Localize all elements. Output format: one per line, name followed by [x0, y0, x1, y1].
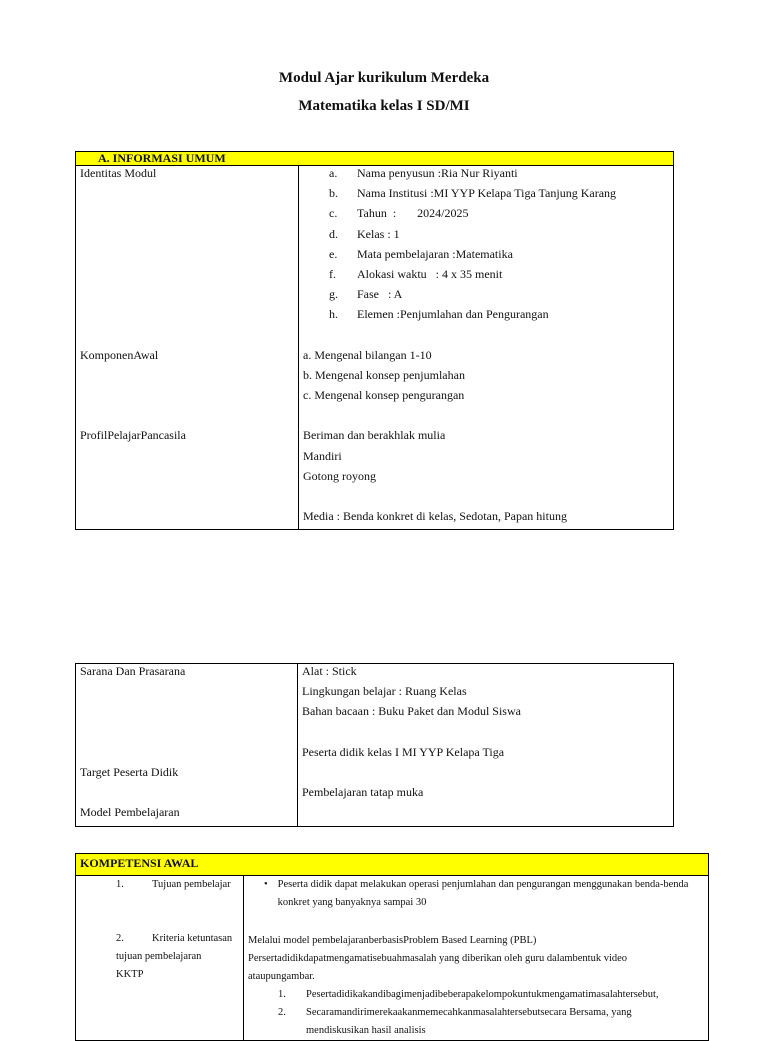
profil-label: ProfilPelajarPancasila [80, 428, 186, 443]
kriteria-item: 2. Secaramandirimerekaakanmemecahkanmasalahtersebutsecara Bersama, yang [278, 1007, 632, 1018]
kriteria-paragraph-3: ataupungambar. [248, 971, 315, 982]
kriteria-item: 1. Pesertadidikakandibagimenjadibeberapakelompokuntukmengamatimasalahtersebut, [278, 989, 659, 1000]
komponen-item: a. Mengenal bilangan 1-10 [303, 347, 432, 362]
profil-item: Beriman dan berakhlak mulia [303, 428, 446, 443]
model-value: Pembelajaran tatap muka [302, 785, 424, 800]
identitas-label: Identitas Modul [80, 166, 157, 180]
document-title: Modul Ajar kurikulum Merdeka [278, 70, 490, 86]
kompetensi-label-column [76, 876, 244, 1041]
informasi-umum-table [75, 151, 674, 530]
identitas-item: h. Elemen :Penjumlahan dan Pengurangan [329, 307, 549, 322]
sarana-item: Alat : Stick [302, 664, 357, 678]
informasi-umum-header: A. INFORMASI UMUM [76, 152, 674, 166]
sarana-item: Bahan bacaan : Buku Paket dan Modul Siswa [302, 704, 521, 719]
target-value: Peserta didik kelas I MI YYP Kelapa Tiga [302, 744, 505, 759]
profil-item: Gotong royong [303, 468, 376, 483]
tujuan-label-row: 1. Tujuan pembelajar [80, 876, 239, 894]
tujuan-bullet-item [248, 876, 704, 912]
kompetensi-header: KOMPETENSI AWAL [76, 854, 709, 876]
profil-item: Mandiri [303, 448, 342, 463]
kriteria-paragraph-2: Persertadidikdapatmengamatisebuahmasalah yang diberikan oleh guru dalambentuk video [248, 953, 628, 964]
identitas-item: b. Nama Institusi :MI YYP Kelapa Tiga Tanjung Karang [329, 186, 617, 201]
komponen-item: c. Mengenal konsep pengurangan [303, 388, 465, 403]
model-label: Model Pembelajaran [80, 805, 180, 820]
komponen-item: b. Mengenal konsep penjumlahan [303, 367, 465, 382]
identitas-item: c. Tahun : 2024/2025 [329, 206, 469, 221]
media-text: Media : Benda konkret di kelas, Sedotan, Papan hitung [303, 509, 567, 524]
target-label: Target Peserta Didik [80, 764, 179, 779]
komponen-label: KomponenAwal [80, 347, 159, 362]
tujuan-label: Tujuan pembelajar [152, 879, 231, 890]
bullet-icon: • [264, 879, 268, 890]
sarana-label-column [76, 664, 298, 827]
kriteria-label: Kriteria ketuntasan [152, 933, 233, 944]
identitas-item: g. Fase : A [329, 287, 403, 302]
value-column [299, 166, 674, 530]
kompetensi-table [75, 853, 709, 1041]
document-subtitle: Matematika kelas I SD/MI [298, 98, 470, 114]
kompetensi-value-column [244, 876, 709, 1041]
label-column [76, 166, 299, 530]
identitas-item: f. Alokasi waktu : 4 x 35 menit [329, 266, 503, 281]
sarana-table [75, 663, 674, 827]
kriteria-paragraph-1: Melalui model pembelajaranberbasisProblem Based Learning (PBL) [248, 935, 537, 946]
kriteria-label-3: KKTP [116, 969, 144, 980]
sarana-label: Sarana Dan Prasarana [80, 664, 186, 678]
kriteria-cut-line: mendiskusikan hasil analisis [306, 1025, 426, 1036]
kriteria-label-row: 2. Kriteria ketuntasan [80, 930, 239, 948]
sarana-item: Lingkungan belajar : Ruang Kelas [302, 684, 467, 699]
sarana-value-column [298, 664, 674, 827]
identitas-item: a. Nama penyusun :Ria Nur Riyanti [329, 166, 518, 180]
identitas-item: e. Mata pembelajaran :Matematika [329, 246, 513, 261]
identitas-item: d. Kelas : 1 [329, 226, 400, 241]
tujuan-text: Peserta didik dapat melakukan operasi penjumlahan dan pengurangan menggunakan benda-benda konkret yang banyaknya sampai 30 [277, 879, 689, 908]
kriteria-label-2: tujuan pembelajaran [116, 951, 202, 962]
